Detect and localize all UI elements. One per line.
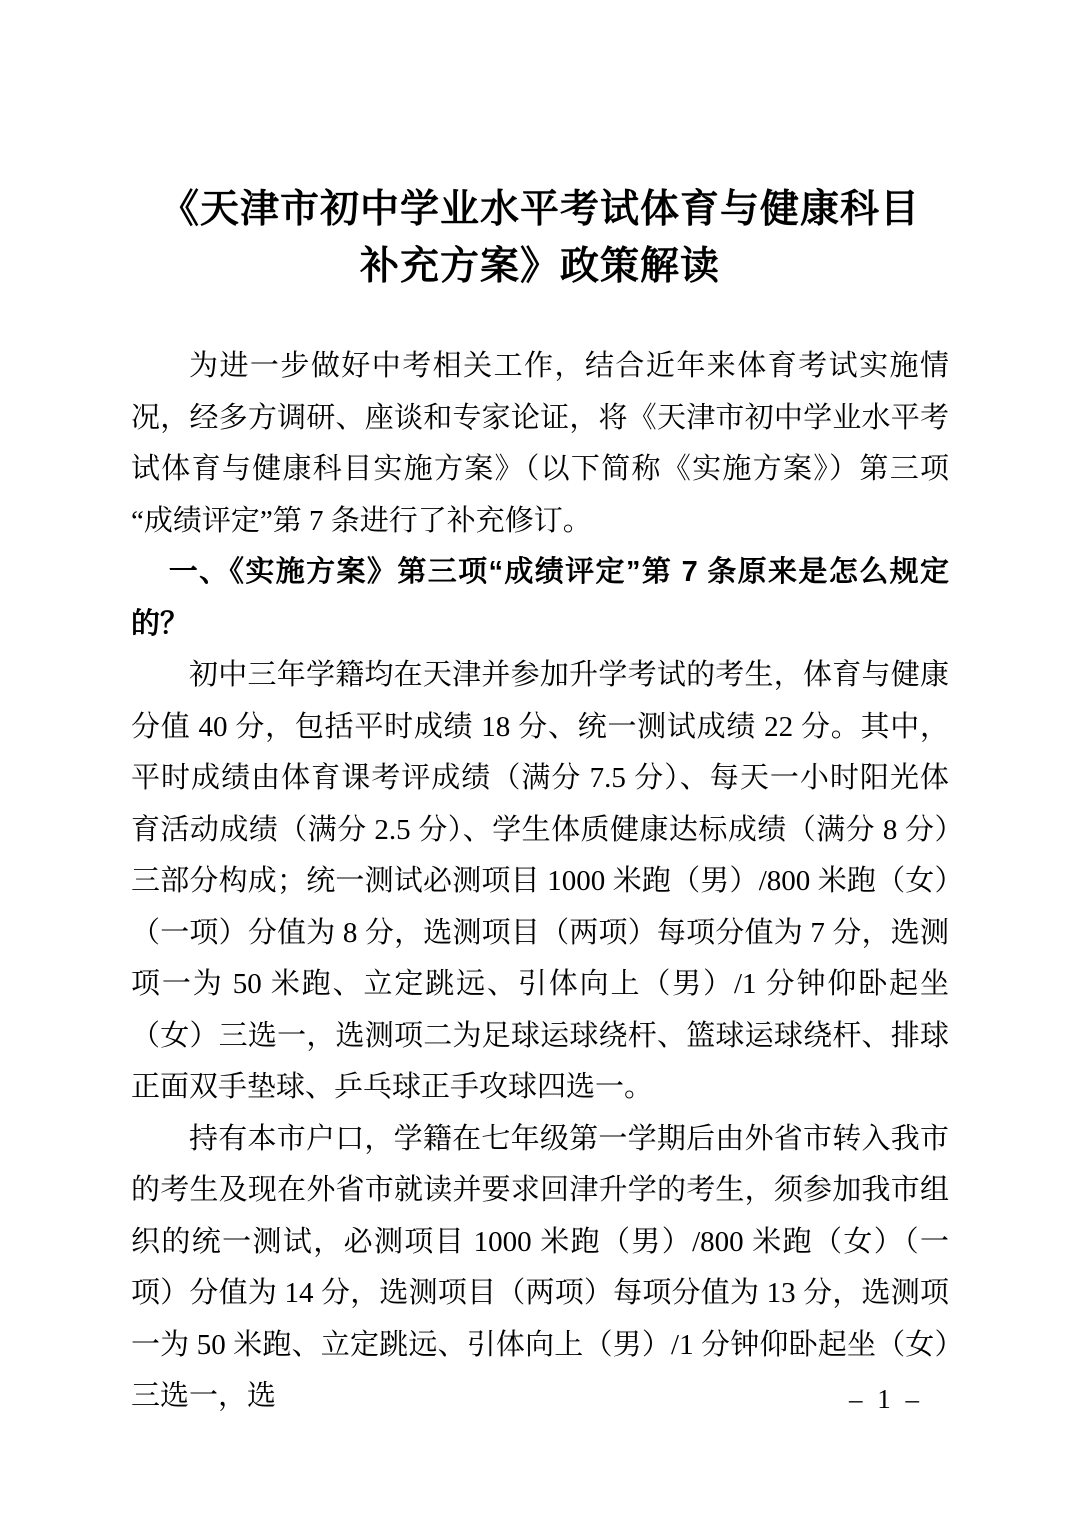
paragraph-original-rules: 初中三年学籍均在天津并参加升学考试的考生，体育与健康分值 40 分，包括平时成绩 18 分、统一测试成绩 22 分。其中，平时成绩由体育课考评成绩（满分 7.5 分）、每天一小时阳光体育活动成绩（满分 2.5 分）、学生体质健康达标成绩（满分 8 分）三部分构成；统一测试必测项目 1000 米跑（男）/800 米跑（女）（一项）分值为 8 分，选测项目（两项）每项分值为 7 分，选测项一为 50 米跑、立定跳远、引体向上（男）/1 分钟仰卧起坐（女）三选一，选测项二为足球运球绕杆、篮球运球绕杆、排球正面双手垫球、乒乓球正手攻球四选一。 [131,659,949,1103]
document-title [90,181,990,295]
document-body [131,341,949,1423]
section-heading-1: 一、《实施方案》第三项“成绩评定”第 7 条原来是怎么规定的？ [131,556,949,640]
document-title-line-2: 补充方案》政策解读 [359,245,720,288]
paragraph-intro: 为进一步做好中考相关工作，结合近年来体育考试实施情况，经多方调研、座谈和专家论证，将《天津市初中学业水平考试体育与健康科目实施方案》（以下简称《实施方案》）第三项“成绩评定”第 7 条进行了补充修订。 [131,350,949,537]
page-number: – 1 – [849,1384,923,1414]
document-title-line-1: 《天津市初中学业水平考试体育与健康科目 [159,188,920,231]
paragraph-transfer-students: 持有本市户口，学籍在七年级第一学期后由外省市转入我市的考生及现在外省市就读并要求回津升学的考生，须参加我市组织的统一测试，必测项目 1000 米跑（男）/800 米跑（女）（一项）分值为 14 分，选测项目（两项）每项分值为 13 分，选测项一为 50 米跑、立定跳远、引体向上（男）/1 分钟仰卧起坐（女）三选一，选 [131,1122,949,1412]
